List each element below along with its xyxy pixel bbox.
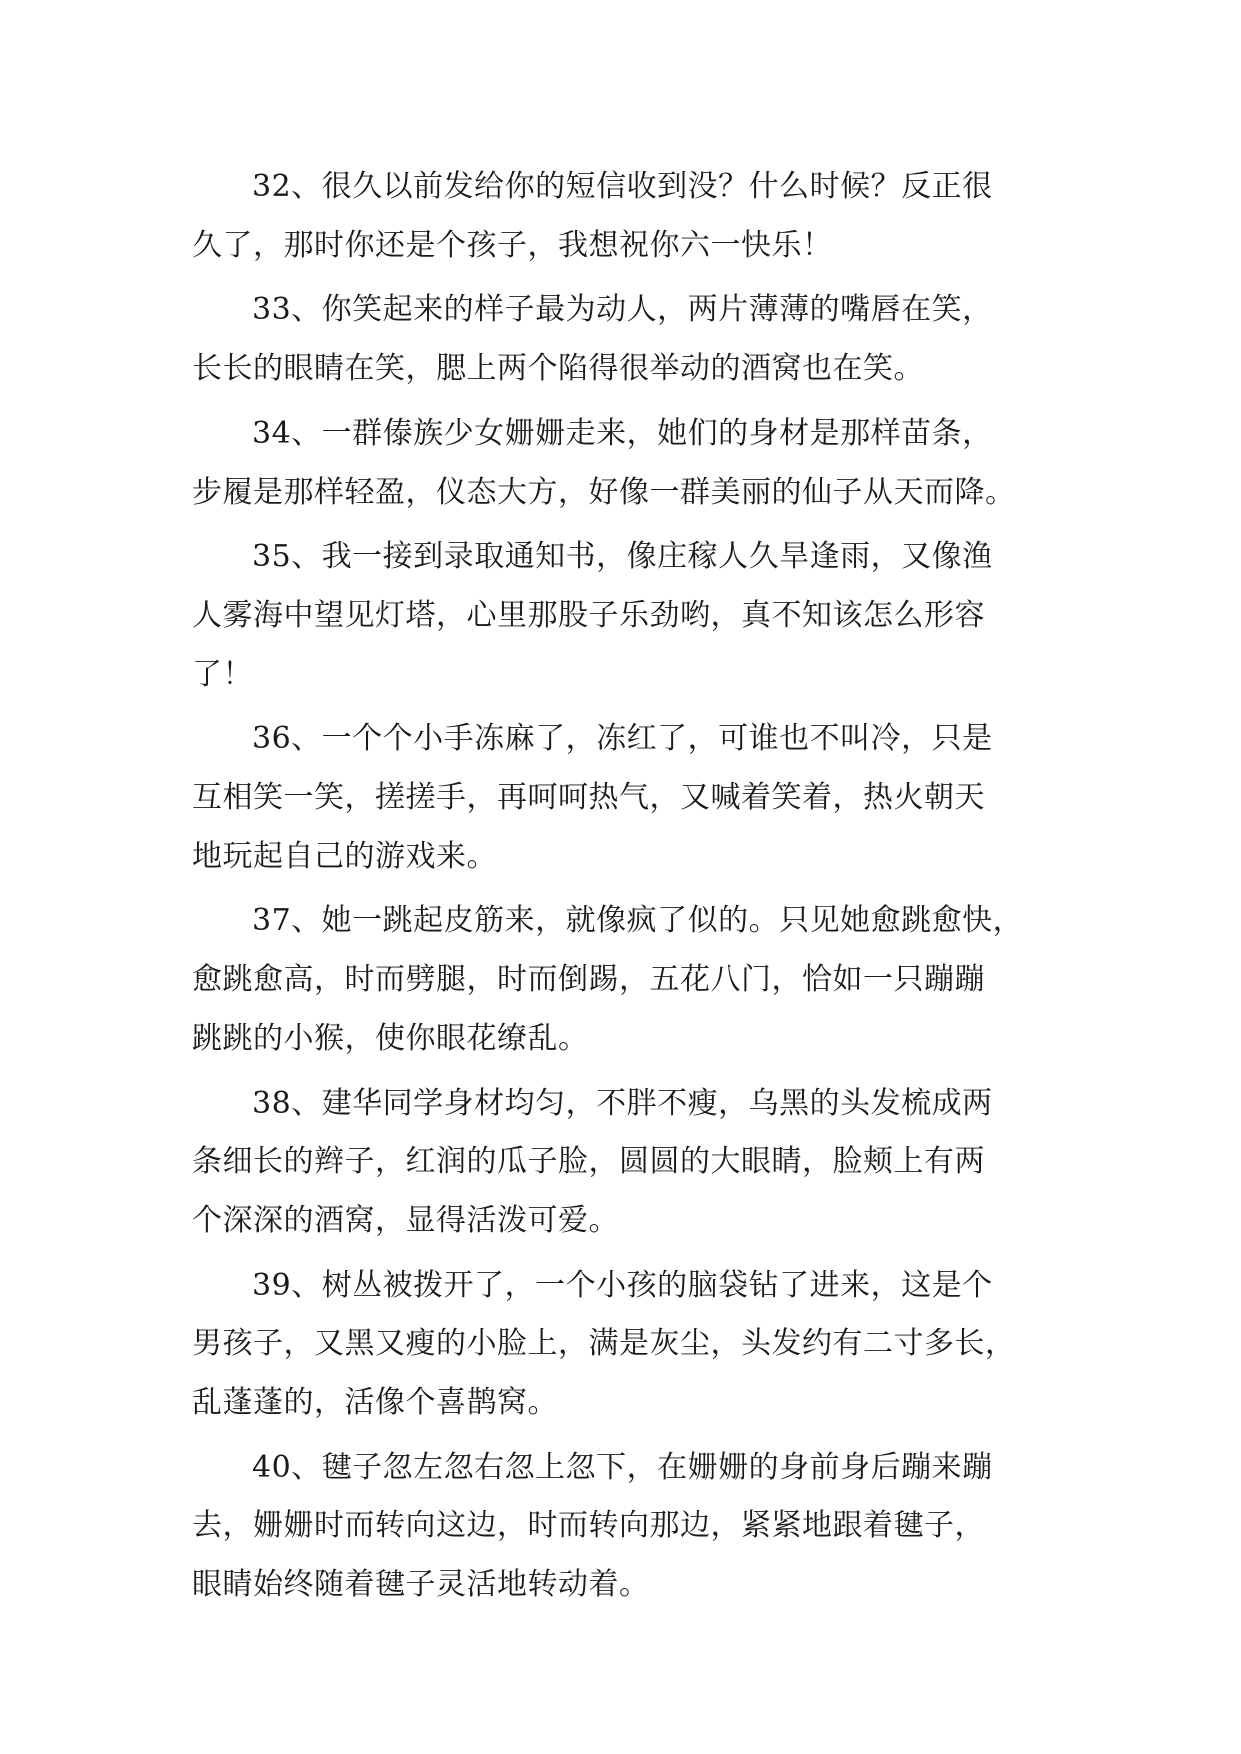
paragraph-34	[192, 405, 1062, 522]
paragraph-line: 长长的眼睛在笑，腮上两个陷得很举动的酒窝也在笑。	[192, 351, 924, 387]
paragraph-line: 个深深的酒窝，显得活泼可爱。	[192, 1202, 619, 1238]
paragraph-40	[192, 1439, 1062, 1615]
paragraph-line: 39、树丛被拨开了，一个小孩的脑袋钻了进来，这是个	[252, 1267, 993, 1303]
paragraph-39	[192, 1257, 1062, 1433]
paragraph-line: 地玩起自己的游戏来。	[192, 838, 497, 874]
paragraph-line: 36、一个个小手冻麻了，冻红了，可谁也不叫冷，只是	[252, 721, 993, 757]
document-body	[192, 158, 1062, 1621]
paragraph-line: 眼睛始终随着毽子灵活地转动着。	[192, 1567, 650, 1603]
paragraph-line: 37、她一跳起皮筋来，就像疯了似的。只见她愈跳愈快，	[252, 903, 1024, 939]
paragraph-line: 男孩子，又黑又瘦的小脸上，满是灰尘，头发约有二寸多长，	[192, 1326, 1016, 1362]
paragraph-line: 乱蓬蓬的，活像个喜鹊窝。	[192, 1385, 558, 1421]
paragraph-line: 步履是那样轻盈，仪态大方，好像一群美丽的仙子从天而降。	[192, 474, 1016, 510]
paragraph-35	[192, 528, 1062, 704]
paragraph-line: 38、建华同学身材均匀，不胖不瘦，乌黑的头发梳成两	[252, 1085, 993, 1121]
paragraph-line: 34、一群傣族少女姗姗走来，她们的身材是那样苗条，	[252, 415, 993, 451]
paragraph-32	[192, 158, 1062, 275]
paragraph-33	[192, 281, 1062, 398]
paragraph-line: 条细长的辫子，红润的瓜子脸，圆圆的大眼睛，脸颊上有两	[192, 1144, 985, 1180]
paragraph-line: 互相笑一笑，搓搓手，再呵呵热气，又喊着笑着，热火朝天	[192, 780, 985, 816]
paragraph-38	[192, 1075, 1062, 1251]
paragraph-line: 跳跳的小猴，使你眼花缭乱。	[192, 1020, 589, 1056]
paragraph-line: 32、很久以前发给你的短信收到没？什么时候？反正很	[252, 169, 993, 204]
paragraph-line: 去，姗姗时而转向这边，时而转向那边，紧紧地跟着毽子，	[192, 1508, 985, 1544]
paragraph-line: 了！	[192, 656, 253, 692]
paragraph-line: 人雾海中望见灯塔，心里那股子乐劲哟，真不知该怎么形容	[192, 597, 985, 633]
paragraph-line: 35、我一接到录取通知书，像庄稼人久旱逢雨，又像渔	[252, 539, 993, 575]
paragraph-line: 40、毽子忽左忽右忽上忽下，在姗姗的身前身后蹦来蹦	[252, 1449, 993, 1485]
paragraph-line: 33、你笑起来的样子最为动人，两片薄薄的嘴唇在笑，	[252, 292, 993, 328]
paragraph-line: 愈跳愈高，时而劈腿，时而倒踢，五花八门，恰如一只蹦蹦	[192, 962, 985, 998]
paragraph-36	[192, 710, 1062, 886]
paragraph-line: 久了，那时你还是个孩子，我想祝你六一快乐！	[192, 227, 833, 263]
paragraph-37	[192, 892, 1062, 1068]
